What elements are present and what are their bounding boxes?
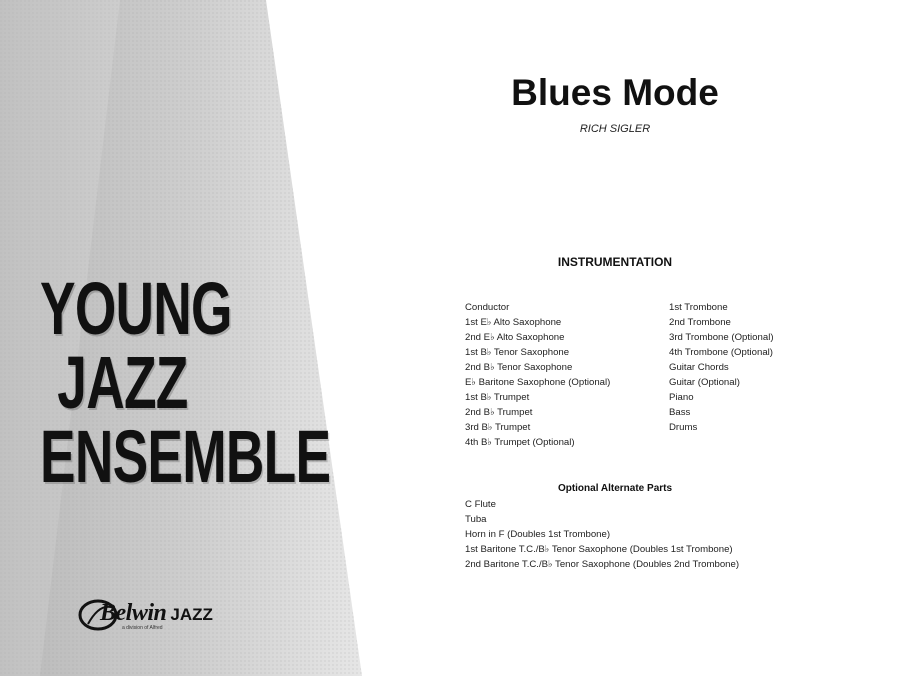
instrumentation-left-list (465, 300, 610, 450)
part-item: Guitar (Optional) (669, 377, 740, 388)
alternate-part-item: 2nd Baritone T.C./B♭ Tenor Saxophone (Doubles 2nd Trombone) (465, 559, 740, 570)
part-item: 2nd E♭ Alto Saxophone (465, 332, 565, 343)
part-item: Conductor (465, 302, 510, 313)
part-item: 4th Trombone (Optional) (669, 347, 773, 358)
part-item: 4th B♭ Trumpet (Optional) (465, 437, 575, 448)
part-item: Bass (669, 407, 691, 418)
publisher-logo (78, 598, 213, 632)
publisher-subtitle: a division of Alfred (122, 624, 163, 631)
series-title-line: JAZZ (57, 341, 188, 424)
alternate-part-item: C Flute (465, 499, 496, 510)
part-item: 1st B♭ Tenor Saxophone (465, 347, 570, 358)
part-item: 3rd Trombone (Optional) (669, 332, 774, 343)
part-item: 2nd B♭ Trumpet (465, 407, 533, 418)
alternate-parts-list (465, 497, 739, 572)
instrumentation-right-list (669, 300, 774, 435)
series-title (40, 267, 331, 498)
piece-title: Blues Mode (511, 72, 719, 113)
series-title-line: ENSEMBLE (40, 415, 331, 498)
publisher-name: Belwin (100, 599, 167, 626)
part-item: 1st Trombone (669, 302, 728, 313)
part-item: 2nd B♭ Tenor Saxophone (465, 362, 573, 373)
series-title-line: YOUNG (40, 267, 232, 350)
part-item: E♭ Baritone Saxophone (Optional) (465, 377, 611, 388)
alternate-part-item: 1st Baritone T.C./B♭ Tenor Saxophone (Doubles 1st Trombone) (465, 544, 733, 555)
publisher-line: JAZZ (170, 604, 213, 624)
part-item: 2nd Trombone (669, 317, 731, 328)
alternate-part-item: Horn in F (Doubles 1st Trombone) (465, 529, 611, 540)
instrumentation-heading: INSTRUMENTATION (557, 255, 673, 269)
part-item: 1st E♭ Alto Saxophone (465, 317, 562, 328)
publisher-text (100, 600, 213, 631)
part-item: 3rd B♭ Trumpet (465, 422, 531, 433)
composer-name: RICH SIGLER (579, 123, 651, 135)
alternate-parts-heading: Optional Alternate Parts (557, 483, 673, 494)
part-item: Piano (669, 392, 694, 403)
alternate-part-item: Tuba (465, 514, 487, 525)
part-item: Guitar Chords (669, 362, 729, 373)
part-item: 1st B♭ Trumpet (465, 392, 530, 403)
part-item: Drums (669, 422, 698, 433)
